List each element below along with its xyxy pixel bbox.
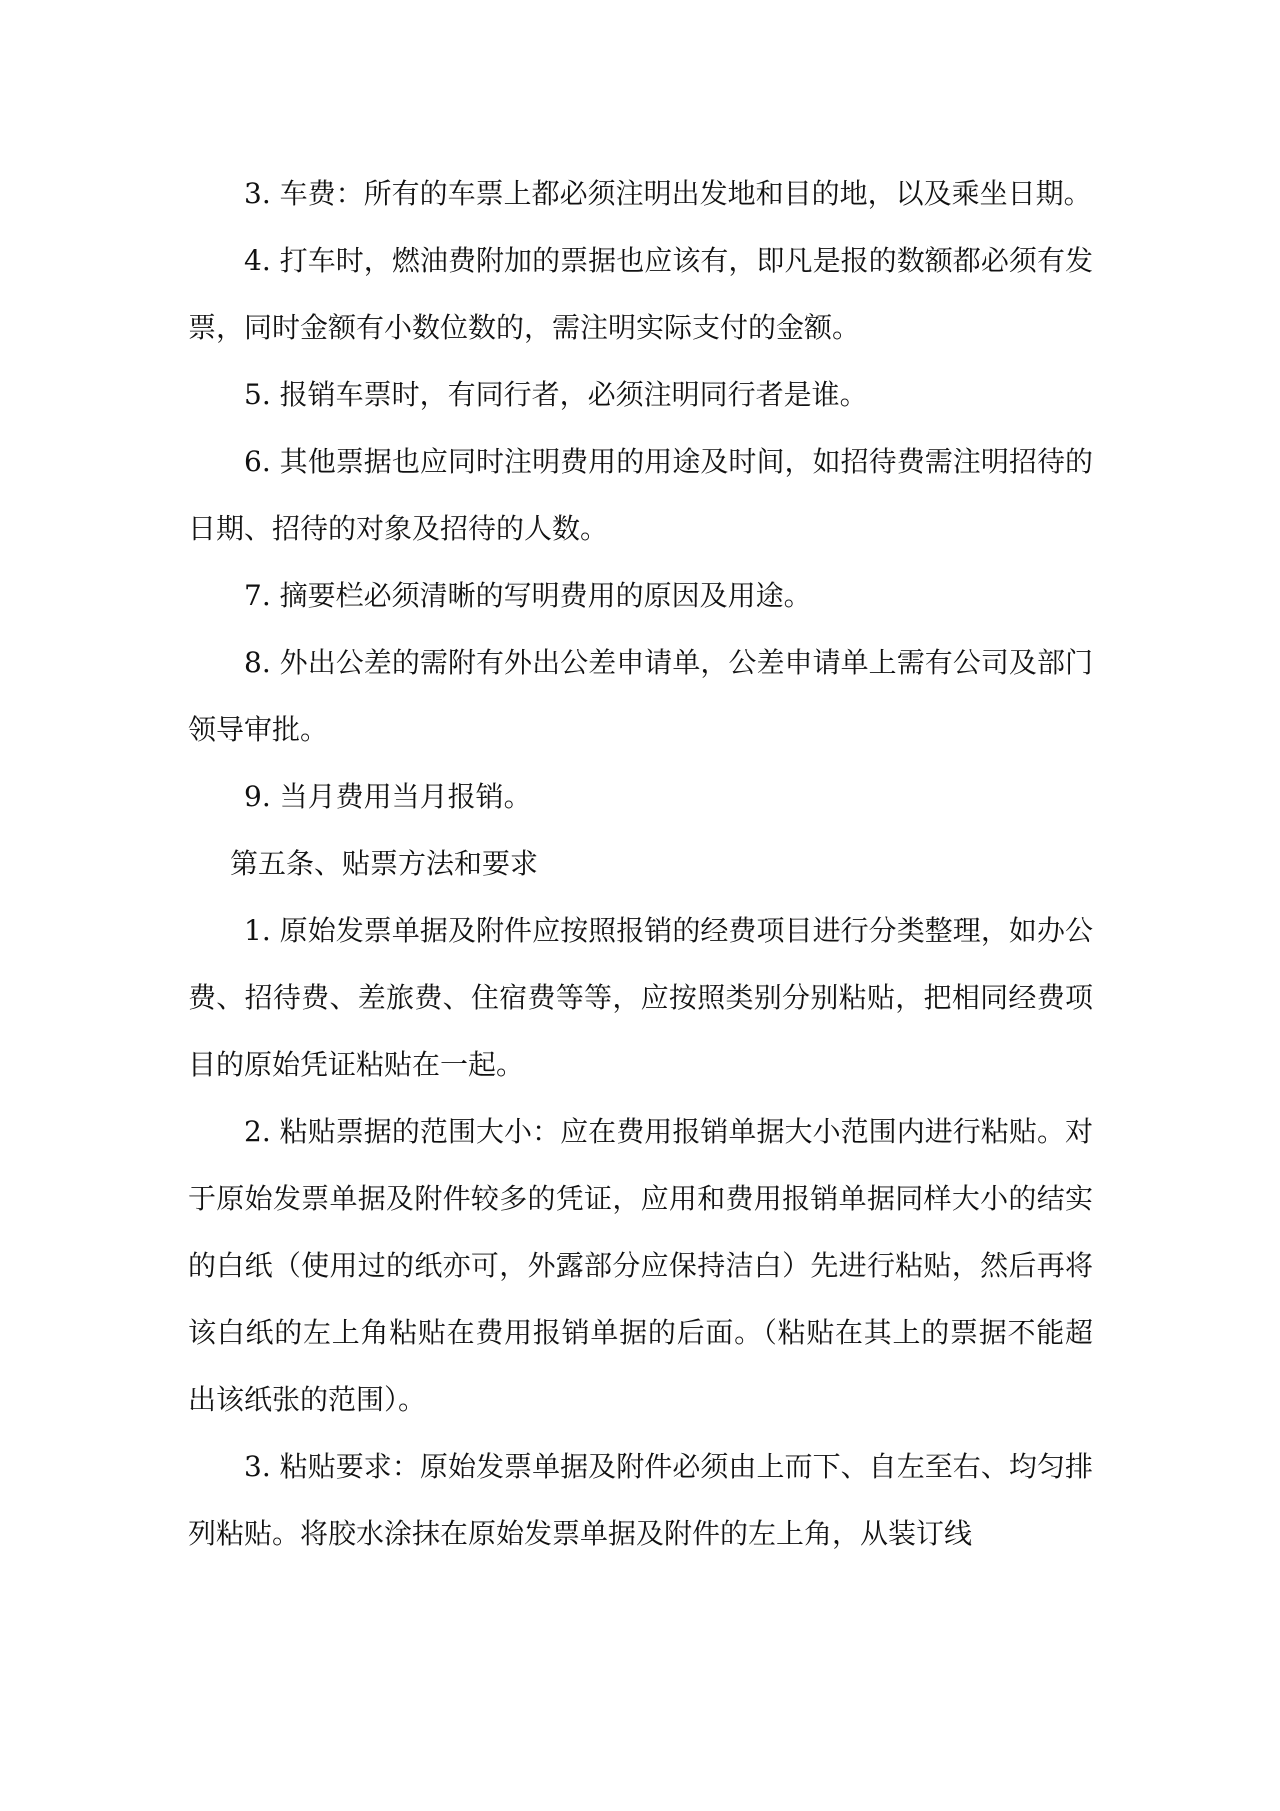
paragraph-7-summary-column: 7. 摘要栏必须清晰的写明费用的原因及用途。 xyxy=(244,579,812,612)
paragraph-8-business-trip: 8. 外出公差的需附有外出公差申请单，公差申请单上需有公司及部门领导审批。 xyxy=(188,646,1093,746)
paragraph-9-monthly: 9. 当月费用当月报销。 xyxy=(244,780,532,813)
document-body xyxy=(188,160,1093,1567)
section-heading-article-5: 第五条、贴票方法和要求 xyxy=(230,847,539,880)
paragraph-4-taxi: 4. 打车时，燃油费附加的票据也应该有，即凡是报的数额都必须有发票，同时金额有小数位数的，需注明实际支付的金额。 xyxy=(188,244,1093,344)
paragraph-6-other-receipts: 6. 其他票据也应同时注明费用的用途及时间，如招待费需注明招待的日期、招待的对象及招待的人数。 xyxy=(188,445,1093,545)
paragraph-3-fare: 3. 车费：所有的车票上都必须注明出发地和目的地，以及乘坐日期。 xyxy=(244,177,1092,210)
paragraph-1-classification: 1. 原始发票单据及附件应按照报销的经费项目进行分类整理，如办公费、招待费、差旅费、住宿费等等，应按照类别分别粘贴，把相同经费项目的原始凭证粘贴在一起。 xyxy=(188,914,1093,1081)
paragraph-5-companion: 5. 报销车票时，有同行者，必须注明同行者是谁。 xyxy=(244,378,868,411)
paragraph-2-paste-range: 2. 粘贴票据的范围大小：应在费用报销单据大小范围内进行粘贴。对于原始发票单据及附件较多的凭证，应用和费用报销单据同样大小的结实的白纸（使用过的纸亦可，外露部分应保持洁白）先进行粘贴，然后再将该白纸的左上角粘贴在费用报销单据的后面。（粘贴在其上的票据不能超出该纸张的范围）。 xyxy=(188,1115,1093,1416)
paragraph-3-paste-requirements: 3. 粘贴要求：原始发票单据及附件必须由上而下、自左至右、均匀排列粘贴。将胶水涂抹在原始发票单据及附件的左上角，从装订线 xyxy=(188,1450,1093,1550)
